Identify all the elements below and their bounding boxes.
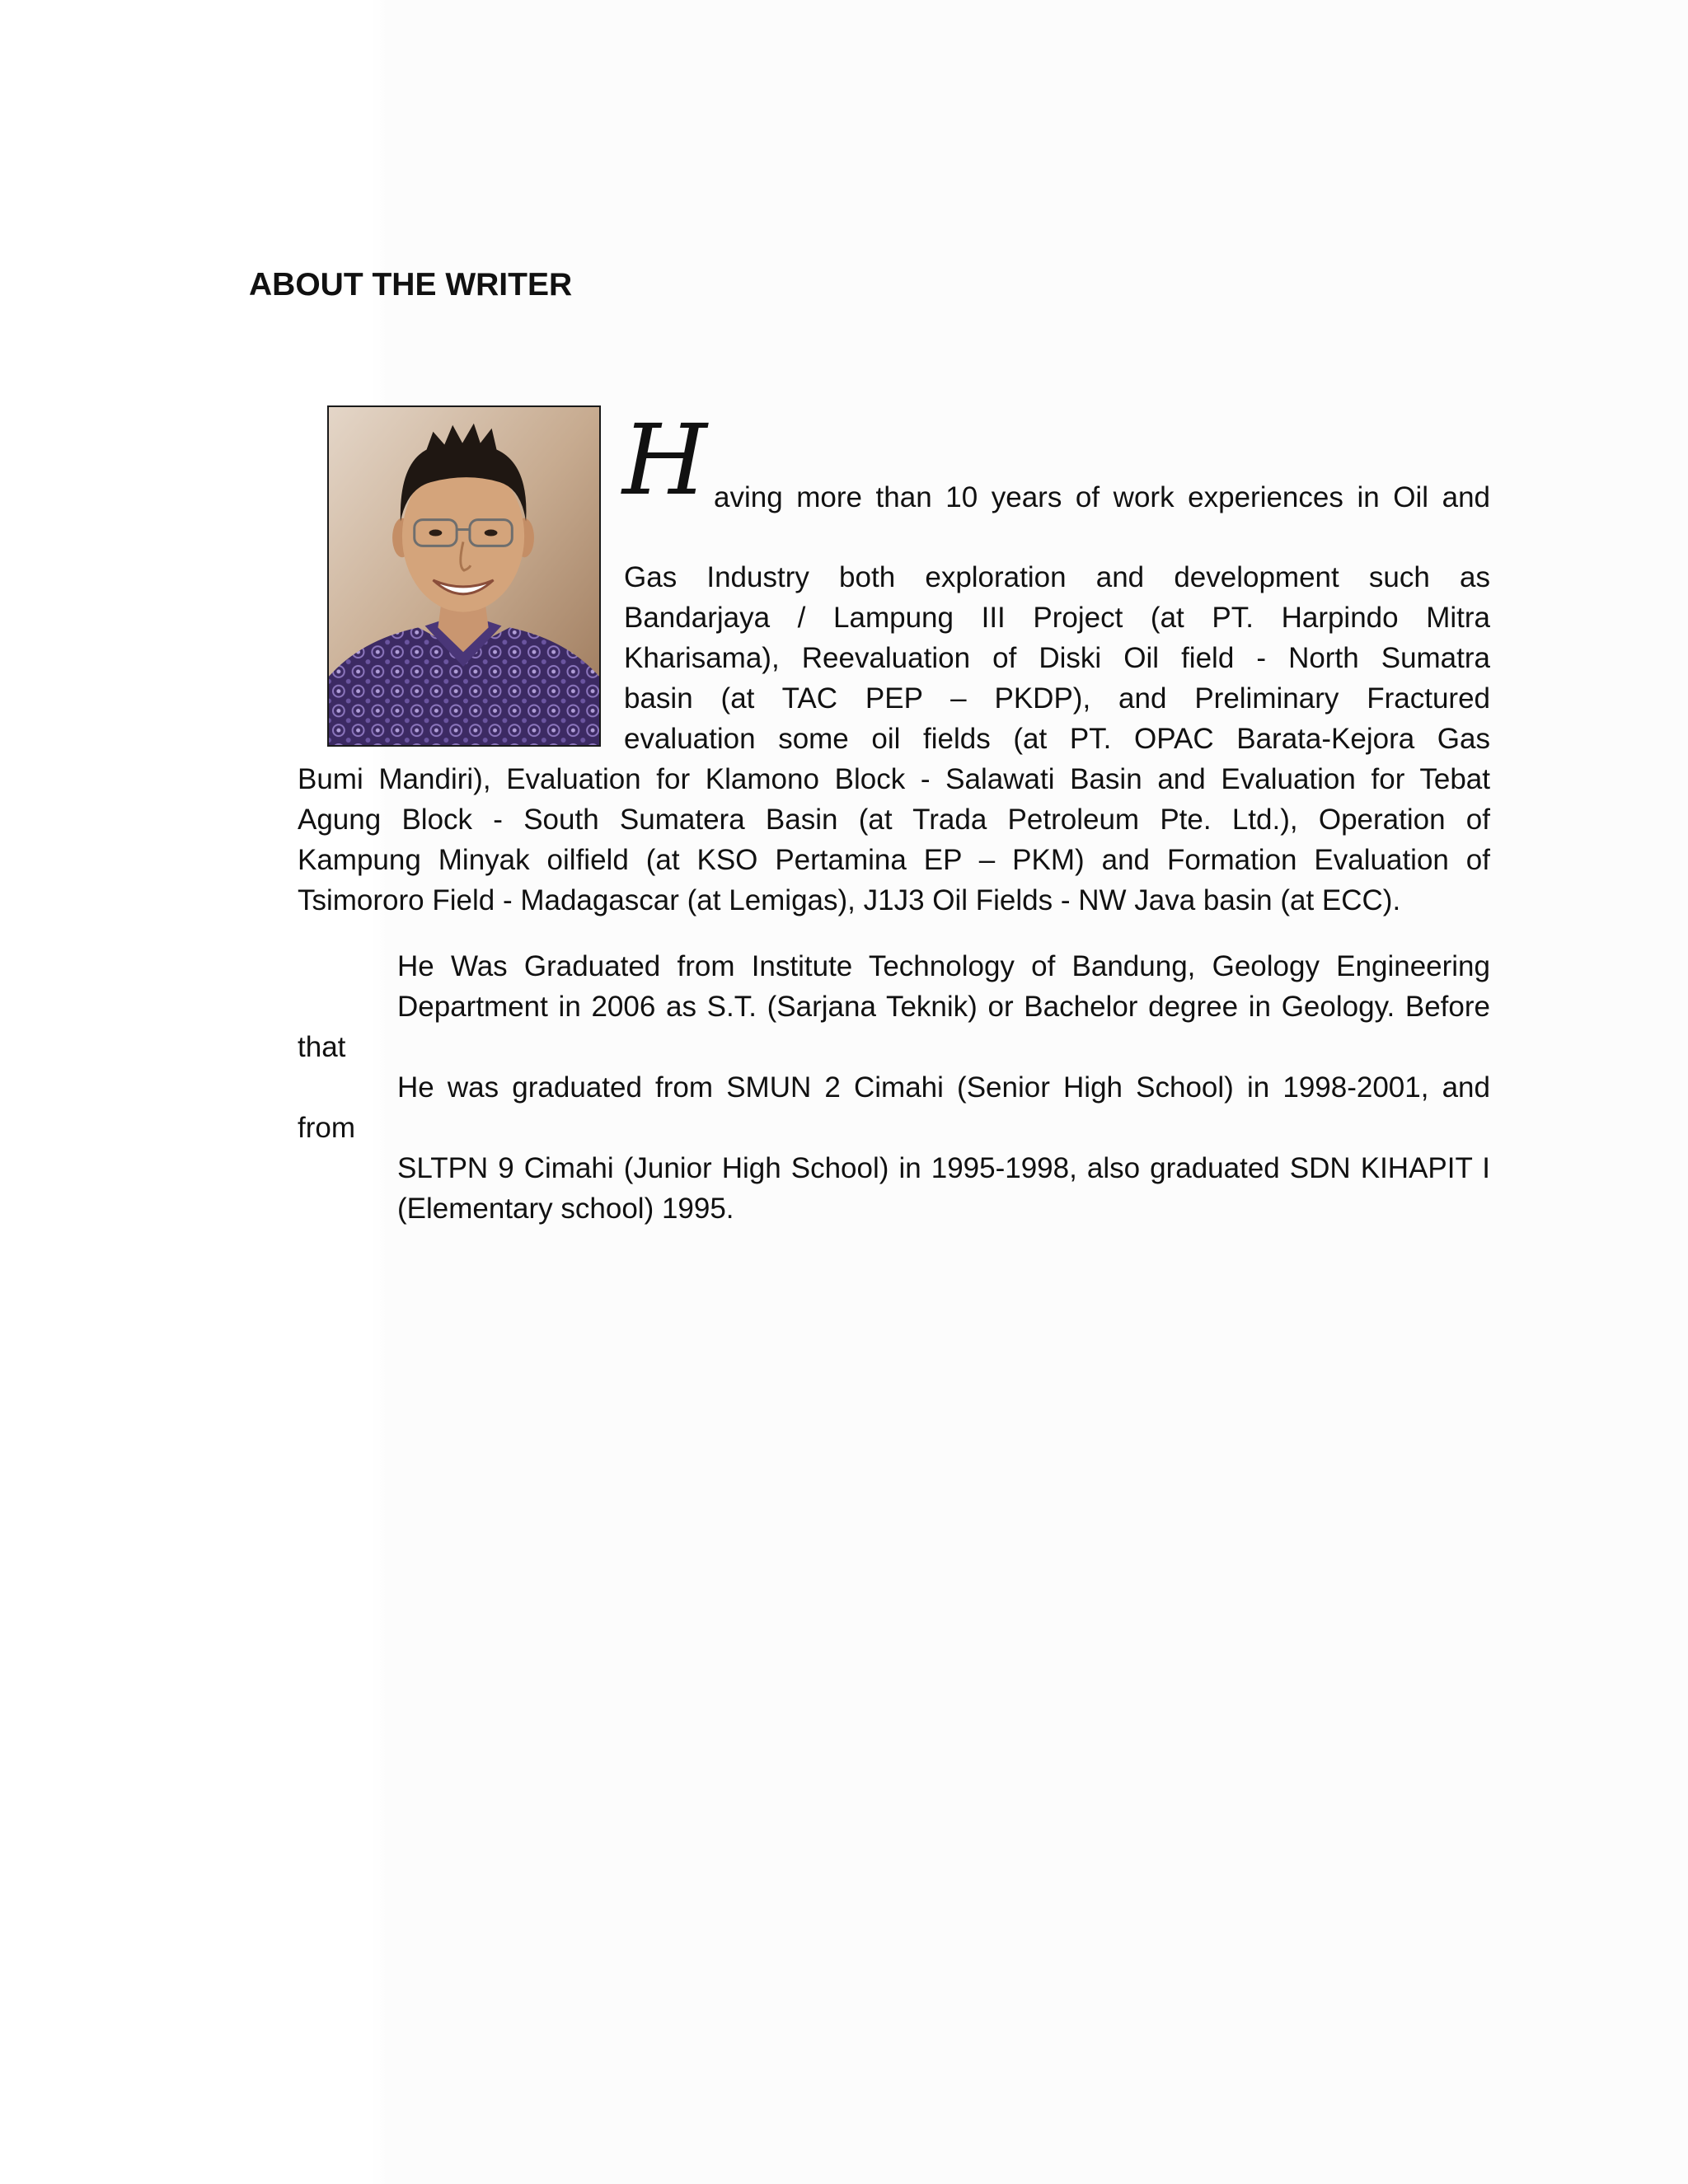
education-paragraph (298, 946, 1490, 1229)
paragraph-line: Kampung Minyak oilfield (at KSO Pertamina EP – PKM) and Formation Evaluation of (298, 844, 1490, 876)
paragraph-line: Bumi Mandiri), Evaluation for Klamono Block - Salawati Basin and Evaluation for Tebat (298, 763, 1490, 795)
author-portrait-image (329, 407, 599, 745)
paragraph-line: He Was Graduated from Institute Technology of Bandung, Geology Engineering (397, 950, 1490, 982)
paragraph-wrapped-text (624, 557, 1490, 759)
paragraph-line: Bandarjaya / Lampung III Project (at PT. Harpindo Mitra (624, 602, 1490, 634)
paragraph-line: Kharisama), Reevaluation of Diski Oil field - North Sumatra (624, 642, 1490, 674)
paragraph-line: Tsimororo Field - Madagascar (at Lemigas), J1J3 Oil Fields - NW Java basin (at ECC). (298, 884, 1401, 916)
paragraph-line: Agung Block - South Sumatera Basin (at Trada Petroleum Pte. Ltd.), Operation of (298, 804, 1490, 836)
paragraph-line: He was graduated from SMUN 2 Cimahi (Senior High School) in 1998-2001, and from (298, 1071, 1490, 1144)
paragraph-line: basin (at TAC PEP – PKDP), and Preliminary Fractured (624, 682, 1490, 715)
author-photo (327, 405, 601, 747)
paragraph-first-line: aving more than 10 years of work experiences in Oil and (714, 481, 1490, 513)
paragraph-full-width-text (298, 759, 1490, 921)
paragraph-line: Department in 2006 as S.T. (Sarjana Teknik) or Bachelor degree in Geology. Before that (298, 991, 1490, 1063)
paragraph-line: SLTPN 9 Cimahi (Junior High School) in 1995-1998, also graduated SDN KIHAPIT I (397, 1152, 1490, 1184)
paragraph-line: (Elementary school) 1995. (397, 1193, 734, 1225)
drop-cap-letter: H (622, 403, 707, 517)
paragraph-line: Gas Industry both exploration and development such as (624, 561, 1490, 593)
paragraph-line: evaluation some oil fields (at PT. OPAC Barata-Kejora Gas (624, 723, 1490, 755)
page-title: ABOUT THE WRITER (249, 267, 573, 302)
